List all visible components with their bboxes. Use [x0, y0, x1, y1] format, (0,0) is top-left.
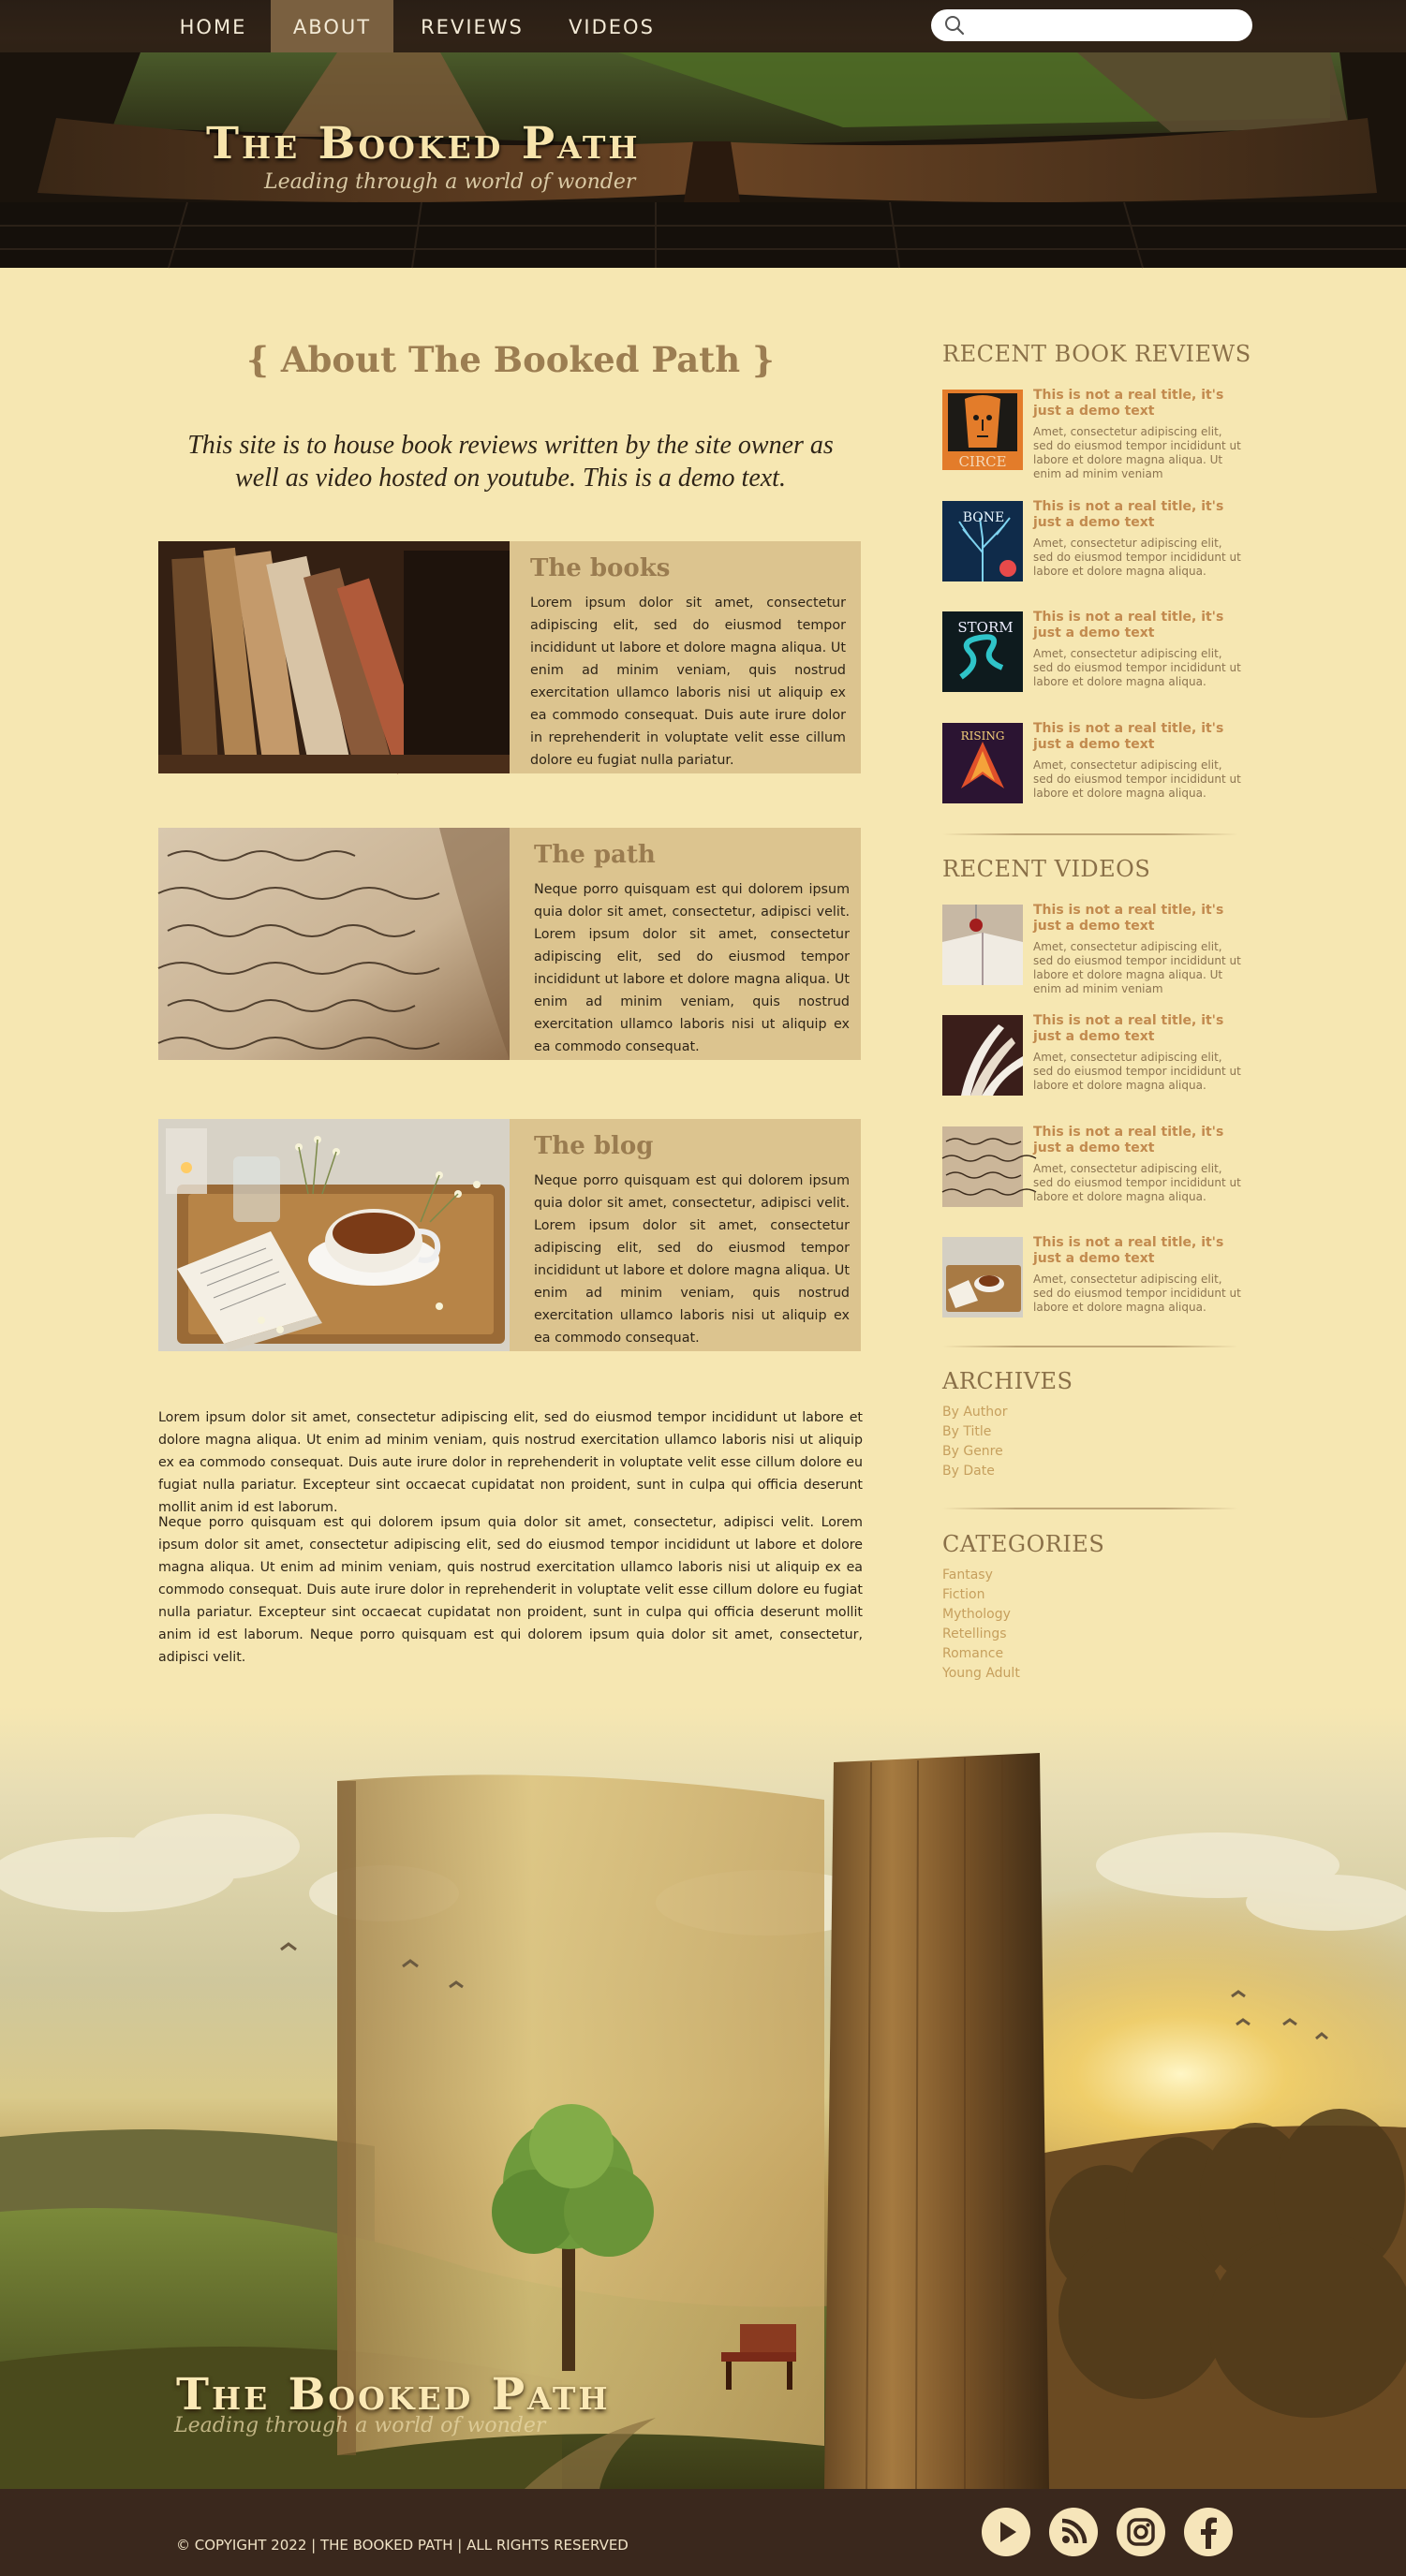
- page-title: { About The Booked Path }: [246, 339, 775, 380]
- video-item[interactable]: [942, 1237, 1242, 1317]
- video-title[interactable]: This is not a real title, it's just a demo text: [1033, 1235, 1224, 1266]
- book-cover-thumbnail[interactable]: [942, 501, 1023, 581]
- archive-link-genre[interactable]: By Genre: [942, 1444, 1003, 1459]
- search-box[interactable]: [931, 9, 1252, 41]
- category-link-romance[interactable]: Romance: [942, 1646, 1004, 1661]
- instagram-button[interactable]: [1117, 2508, 1165, 2556]
- site-header: [0, 0, 1406, 268]
- categories-list: [942, 1566, 1020, 1684]
- archive-link-author[interactable]: By Author: [942, 1405, 1008, 1420]
- rss-button[interactable]: [1049, 2508, 1098, 2556]
- feature-title: The path: [534, 841, 656, 869]
- recent-videos-heading: RECENT VIDEOS: [942, 856, 1151, 882]
- cover-word: BONE: [962, 510, 1005, 525]
- recent-reviews-heading: RECENT BOOK REVIEWS: [942, 341, 1251, 367]
- feature-title: The books: [530, 554, 671, 582]
- video-title[interactable]: This is not a real title, it's just a demo text: [1033, 1125, 1224, 1156]
- video-item[interactable]: [942, 1126, 1242, 1207]
- nav-videos[interactable]: VIDEOS: [569, 16, 655, 38]
- sidebar-divider: [942, 1346, 1238, 1347]
- sidebar-divider: [942, 833, 1238, 835]
- category-link-fiction[interactable]: Fiction: [942, 1587, 985, 1602]
- path-image: [158, 828, 510, 1060]
- intro-text: This site is to house book reviews written by the site owner as well as video hosted on youtube. This is a demo text.: [187, 431, 834, 493]
- video-item[interactable]: [942, 903, 1242, 995]
- body-paragraph: Lorem ipsum dolor sit amet, consectetur adipiscing elit, sed do eiusmod tempor incididunt ut labore et dolore magna aliqua. Ut enim ad minim veniam, quis nostrud exercitation ullamco laboris nisi ut aliquip ex ea commodo consequat. Duis aute irure dolor in reprehenderit in voluptate velit esse cillum dolore eu fugiat nulla pariatur. Excepteur sint occaecat cupidatat non proident, sunt in culpa qui officia deserunt mollit anim id est laborum.: [158, 1410, 863, 1515]
- books-image: [158, 541, 510, 773]
- review-title[interactable]: This is not a real title, it's just a demo text: [1033, 721, 1224, 752]
- nav-about[interactable]: ABOUT: [271, 0, 393, 52]
- feature-title: The blog: [534, 1132, 654, 1160]
- book-cover-thumbnail[interactable]: [942, 390, 1023, 470]
- archives-heading: ARCHIVES: [942, 1368, 1073, 1394]
- feature-text: Neque porro quisquam est qui dolorem ipsum quia dolor sit amet, consectetur, adipisci velit. Lorem ipsum dolor sit amet, consectetur adipiscing elit, sed do eiusmod tempor incididunt ut labore et dolore magna aliqua. Ut enim ad minim veniam, quis nostrud exercitation ullamco laboris nisi ut aliquip ex ea commodo consequat.: [534, 1173, 850, 1346]
- main-nav: [0, 0, 1406, 52]
- review-title[interactable]: This is not a real title, it's just a demo text: [1033, 610, 1224, 640]
- facebook-icon[interactable]: [1184, 2508, 1233, 2556]
- video-excerpt: Amet, consectetur adipiscing elit, sed do eiusmod tempor incididunt ut labore et dolore magna aliqua.: [1033, 1162, 1241, 1203]
- review-excerpt: Amet, consectetur adipiscing elit, sed do eiusmod tempor incididunt ut labore et dolore magna aliqua. Ut enim ad minim veniam: [1033, 425, 1241, 480]
- feature-text: Lorem ipsum dolor sit amet, consectetur adipiscing elit, sed do eiusmod tempor incididunt ut labore et dolore magna aliqua. Ut enim ad minim veniam, quis nostrud exercitation ullamco laboris nisi ut aliquip ex ea commodo consequat. Duis aute irure dolor in reprehenderit in voluptate velit esse cillum dolore eu fugiat nulla pariatur.: [530, 596, 846, 768]
- book-cover-thumbnail[interactable]: [942, 723, 1023, 803]
- review-excerpt: Amet, consectetur adipiscing elit, sed do eiusmod tempor incididunt ut labore et dolore magna aliqua.: [1033, 647, 1241, 688]
- category-link-mythology[interactable]: Mythology: [942, 1607, 1011, 1622]
- instagram-icon[interactable]: [1117, 2508, 1165, 2556]
- categories-heading: CATEGORIES: [942, 1531, 1105, 1557]
- facebook-button[interactable]: [1184, 2508, 1233, 2556]
- feature-books: [158, 541, 861, 773]
- feature-text: Neque porro quisquam est qui dolorem ipsum quia dolor sit amet, consectetur, adipisci velit. Lorem ipsum dolor sit amet, consectetur adipiscing elit, sed do eiusmod tempor incididunt ut labore et dolore magna aliqua. Ut enim ad minim veniam, quis nostrud exercitation ullamco laboris nisi ut aliquip ex ea commodo consequat.: [534, 882, 850, 1054]
- video-thumbnail[interactable]: [942, 1015, 1023, 1096]
- category-link-young-adult[interactable]: Young Adult: [942, 1666, 1020, 1681]
- review-item[interactable]: [942, 611, 1242, 692]
- copyright-text: © COPYIGHT 2022 | THE BOOKED PATH | ALL RIGHTS RESERVED: [176, 2537, 629, 2554]
- video-thumbnail[interactable]: [942, 1126, 1023, 1207]
- feature-blog: [158, 1119, 861, 1351]
- video-thumbnail[interactable]: [942, 905, 1023, 985]
- review-excerpt: Amet, consectetur adipiscing elit, sed do eiusmod tempor incididunt ut labore et dolore magna aliqua.: [1033, 537, 1241, 578]
- youtube-button[interactable]: [982, 2508, 1030, 2556]
- video-excerpt: Amet, consectetur adipiscing elit, sed do eiusmod tempor incididunt ut labore et dolore magna aliqua.: [1033, 1051, 1241, 1092]
- cover-word: RISING: [960, 729, 1005, 743]
- search-icon[interactable]: [944, 15, 965, 36]
- body-paragraph: Neque porro quisquam est qui dolorem ipsum quia dolor sit amet, consectetur, adipisci velit. Lorem ipsum dolor sit amet, consectetur adipiscing elit, sed do eiusmod tempor incididunt ut labore et dolore magna aliqua. Ut enim ad minim veniam, quis nostrud exercitation ullamco laboris nisi ut aliquip ex ea commodo consequat. Duis aute irure dolor in reprehenderit in voluptate velit esse cillum dolore eu fugiat nulla pariatur. Excepteur sint occaecat cupidatat non proident, sunt in culpa qui officia deserunt mollit anim id est laborum. Neque porro quisquam est qui dolorem ipsum quia dolor sit amet, consectetur, adipisci velit.: [158, 1515, 863, 1665]
- review-excerpt: Amet, consectetur adipiscing elit, sed do eiusmod tempor incididunt ut labore et dolore magna aliqua.: [1033, 758, 1241, 800]
- site-title[interactable]: The Booked Path: [206, 118, 641, 169]
- search-input[interactable]: [974, 13, 1241, 37]
- sidebar-divider: [942, 1508, 1238, 1509]
- cover-word: STORM: [957, 619, 1014, 636]
- video-thumbnail[interactable]: [942, 1237, 1023, 1317]
- review-title[interactable]: This is not a real title, it's just a demo text: [1033, 499, 1224, 530]
- cover-word: CIRCE: [958, 453, 1007, 470]
- rss-icon[interactable]: [1049, 2508, 1098, 2556]
- nav-reviews[interactable]: REVIEWS: [421, 16, 524, 38]
- archive-link-title[interactable]: By Title: [942, 1424, 992, 1439]
- video-item[interactable]: [942, 1015, 1242, 1096]
- review-item[interactable]: [942, 501, 1242, 581]
- category-link-fantasy[interactable]: Fantasy: [942, 1568, 993, 1582]
- blog-image: [158, 1119, 510, 1351]
- book-cover-thumbnail[interactable]: [942, 611, 1023, 692]
- video-title[interactable]: This is not a real title, it's just a demo text: [1033, 1013, 1224, 1044]
- footer-site-title[interactable]: The Booked Path: [176, 2369, 611, 2421]
- archive-link-date[interactable]: By Date: [942, 1464, 995, 1479]
- footer-tagline: Leading through a world of wonder: [174, 2414, 546, 2437]
- video-title[interactable]: This is not a real title, it's just a demo text: [1033, 903, 1224, 934]
- archives-list: [942, 1403, 1007, 1481]
- review-title[interactable]: This is not a real title, it's just a demo text: [1033, 388, 1224, 419]
- video-excerpt: Amet, consectetur adipiscing elit, sed do eiusmod tempor incididunt ut labore et dolore magna aliqua. Ut enim ad minim veniam: [1033, 940, 1241, 995]
- review-item[interactable]: [942, 723, 1242, 803]
- category-link-retellings[interactable]: Retellings: [942, 1627, 1007, 1641]
- site-tagline: Leading through a world of wonder: [264, 170, 636, 194]
- youtube-icon[interactable]: [982, 2508, 1030, 2556]
- video-excerpt: Amet, consectetur adipiscing elit, sed do eiusmod tempor incididunt ut labore et dolore magna aliqua.: [1033, 1273, 1241, 1314]
- review-item[interactable]: [942, 388, 1242, 480]
- feature-path: [158, 828, 861, 1060]
- nav-home[interactable]: HOME: [179, 16, 247, 38]
